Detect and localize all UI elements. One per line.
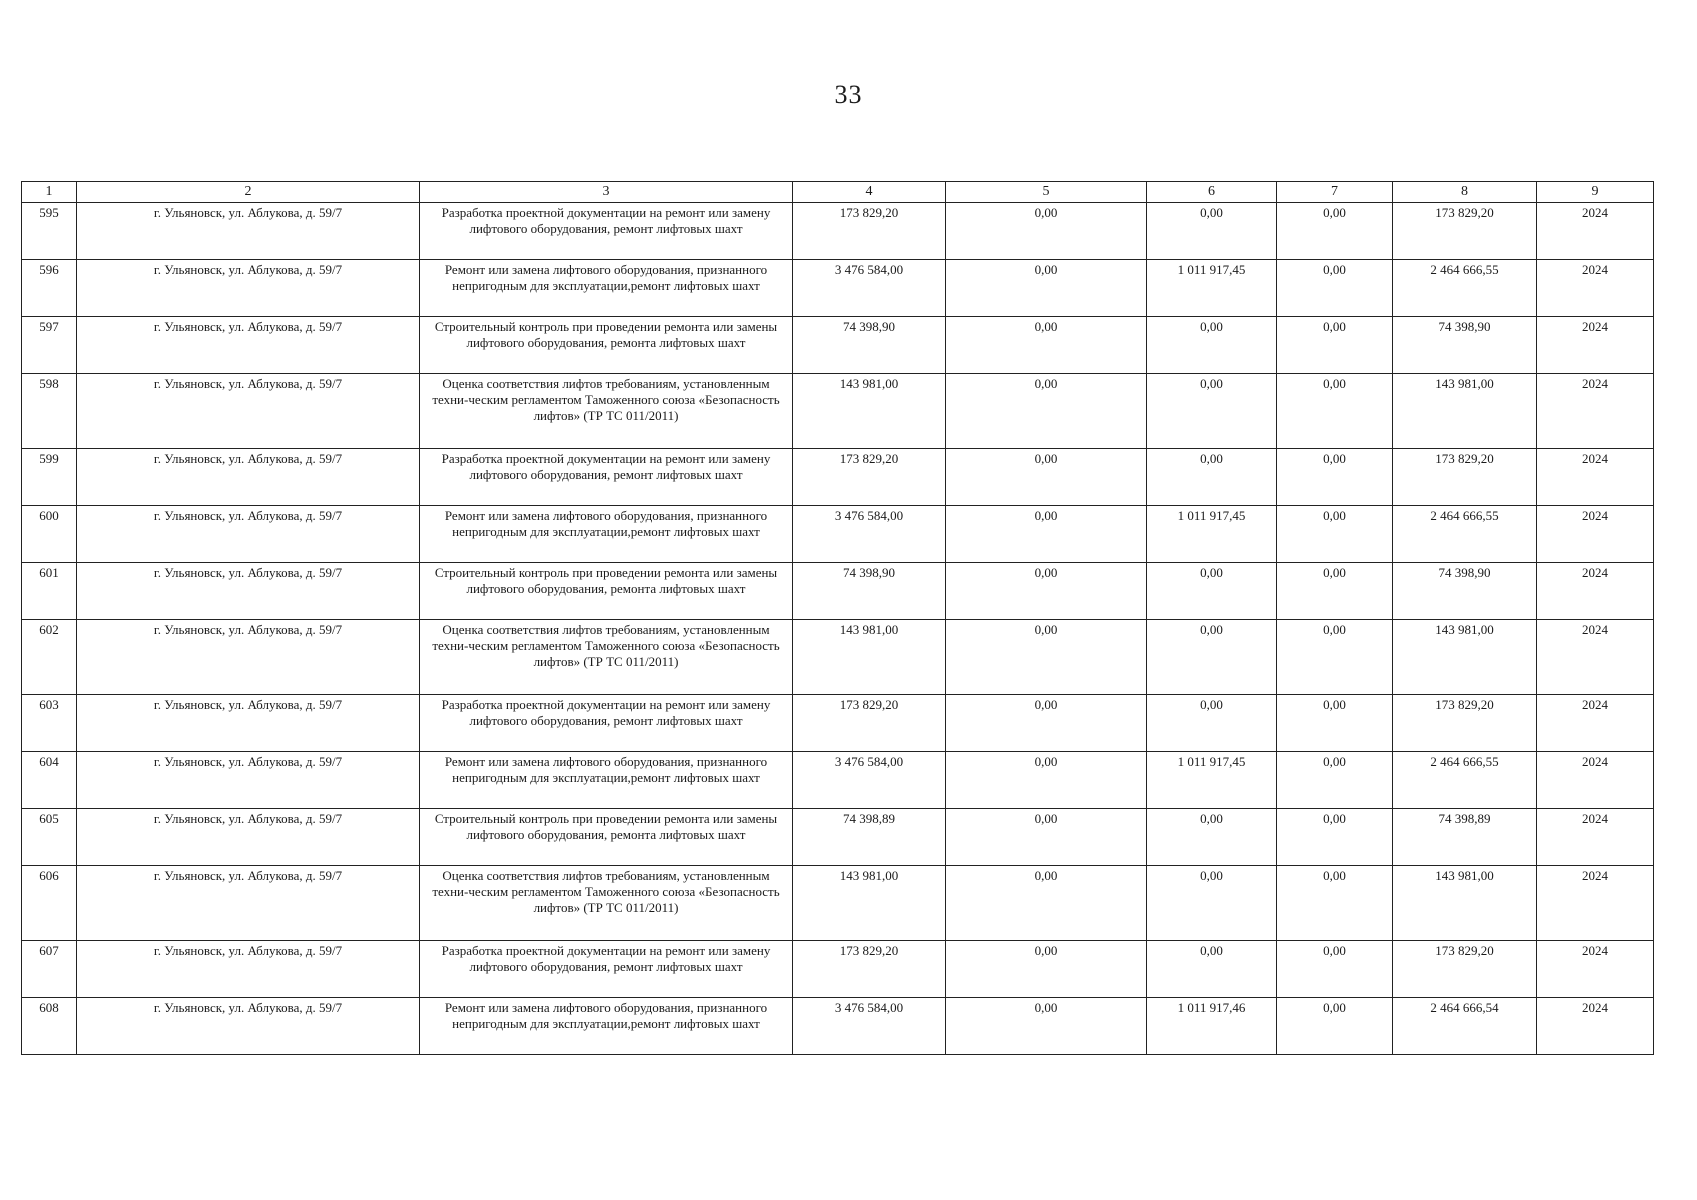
cell-work-type: Ремонт или замена лифтового оборудования, признанного непригодным для эксплуатации,ремонт лифтовых шахт xyxy=(420,998,793,1055)
cell-year: 2024 xyxy=(1537,374,1654,449)
cell-address: г. Ульяновск, ул. Аблукова, д. 59/7 xyxy=(77,260,420,317)
cell-address: г. Ульяновск, ул. Аблукова, д. 59/7 xyxy=(77,866,420,941)
cell-funds-col-5: 0,00 xyxy=(946,506,1147,563)
cell-address: г. Ульяновск, ул. Аблукова, д. 59/7 xyxy=(77,317,420,374)
cell-work-type: Ремонт или замена лифтового оборудования, признанного непригодным для эксплуатации,ремонт лифтовых шахт xyxy=(420,752,793,809)
cell-address: г. Ульяновск, ул. Аблукова, д. 59/7 xyxy=(77,374,420,449)
table-row xyxy=(22,317,1654,374)
cell-year: 2024 xyxy=(1537,506,1654,563)
cell-row-number: 603 xyxy=(22,695,77,752)
cell-work-type: Разработка проектной документации на ремонт или замену лифтового оборудования, ремонт лифтовых шахт xyxy=(420,203,793,260)
cell-funds-col-5: 0,00 xyxy=(946,941,1147,998)
works-registry-table xyxy=(21,181,1654,1055)
cell-funds-col-5: 0,00 xyxy=(946,203,1147,260)
cell-total-cost: 173 829,20 xyxy=(793,695,946,752)
cell-year: 2024 xyxy=(1537,695,1654,752)
table-row xyxy=(22,809,1654,866)
cell-work-type: Оценка соответствия лифтов требованиям, установленным техни-ческим регламентом Таможенного союза «Безопасность лифтов» (ТР ТС 011/2011) xyxy=(420,866,793,941)
cell-funds-col-5: 0,00 xyxy=(946,374,1147,449)
table-row xyxy=(22,260,1654,317)
table-row xyxy=(22,620,1654,695)
table-row xyxy=(22,374,1654,449)
cell-funds-col-8: 2 464 666,55 xyxy=(1393,260,1537,317)
cell-funds-col-8: 74 398,90 xyxy=(1393,563,1537,620)
cell-funds-col-6: 0,00 xyxy=(1147,809,1277,866)
cell-row-number: 606 xyxy=(22,866,77,941)
cell-year: 2024 xyxy=(1537,998,1654,1055)
cell-funds-col-7: 0,00 xyxy=(1277,449,1393,506)
cell-funds-col-8: 2 464 666,54 xyxy=(1393,998,1537,1055)
header-row xyxy=(22,182,1654,203)
column-header-3: 3 xyxy=(420,182,793,203)
cell-funds-col-5: 0,00 xyxy=(946,695,1147,752)
cell-funds-col-6: 0,00 xyxy=(1147,374,1277,449)
cell-work-type: Строительный контроль при проведении ремонта или замены лифтового оборудования, ремонта лифтовых шахт xyxy=(420,563,793,620)
cell-funds-col-8: 173 829,20 xyxy=(1393,941,1537,998)
cell-total-cost: 173 829,20 xyxy=(793,449,946,506)
cell-row-number: 595 xyxy=(22,203,77,260)
cell-funds-col-6: 0,00 xyxy=(1147,203,1277,260)
table-row xyxy=(22,506,1654,563)
cell-row-number: 602 xyxy=(22,620,77,695)
cell-work-type: Ремонт или замена лифтового оборудования, признанного непригодным для эксплуатации,ремонт лифтовых шахт xyxy=(420,506,793,563)
cell-funds-col-7: 0,00 xyxy=(1277,260,1393,317)
cell-funds-col-8: 173 829,20 xyxy=(1393,695,1537,752)
cell-funds-col-5: 0,00 xyxy=(946,866,1147,941)
cell-address: г. Ульяновск, ул. Аблукова, д. 59/7 xyxy=(77,203,420,260)
table-row xyxy=(22,695,1654,752)
cell-funds-col-8: 2 464 666,55 xyxy=(1393,506,1537,563)
cell-work-type: Строительный контроль при проведении ремонта или замены лифтового оборудования, ремонта лифтовых шахт xyxy=(420,317,793,374)
cell-funds-col-6: 1 011 917,45 xyxy=(1147,752,1277,809)
cell-funds-col-7: 0,00 xyxy=(1277,563,1393,620)
cell-work-type: Строительный контроль при проведении ремонта или замены лифтового оборудования, ремонта лифтовых шахт xyxy=(420,809,793,866)
cell-work-type: Разработка проектной документации на ремонт или замену лифтового оборудования, ремонт лифтовых шахт xyxy=(420,941,793,998)
cell-total-cost: 3 476 584,00 xyxy=(793,752,946,809)
cell-year: 2024 xyxy=(1537,449,1654,506)
cell-work-type: Ремонт или замена лифтового оборудования, признанного непригодным для эксплуатации,ремонт лифтовых шахт xyxy=(420,260,793,317)
cell-funds-col-6: 0,00 xyxy=(1147,695,1277,752)
cell-funds-col-8: 173 829,20 xyxy=(1393,203,1537,260)
table-row xyxy=(22,941,1654,998)
table-row xyxy=(22,998,1654,1055)
column-header-2: 2 xyxy=(77,182,420,203)
cell-row-number: 607 xyxy=(22,941,77,998)
cell-row-number: 597 xyxy=(22,317,77,374)
cell-funds-col-8: 74 398,89 xyxy=(1393,809,1537,866)
cell-work-type: Разработка проектной документации на ремонт или замену лифтового оборудования, ремонт лифтовых шахт xyxy=(420,449,793,506)
cell-funds-col-7: 0,00 xyxy=(1277,941,1393,998)
cell-funds-col-6: 0,00 xyxy=(1147,941,1277,998)
cell-funds-col-7: 0,00 xyxy=(1277,620,1393,695)
cell-row-number: 605 xyxy=(22,809,77,866)
cell-funds-col-5: 0,00 xyxy=(946,563,1147,620)
cell-funds-col-6: 1 011 917,45 xyxy=(1147,506,1277,563)
cell-funds-col-7: 0,00 xyxy=(1277,374,1393,449)
cell-row-number: 604 xyxy=(22,752,77,809)
cell-address: г. Ульяновск, ул. Аблукова, д. 59/7 xyxy=(77,752,420,809)
table-row xyxy=(22,563,1654,620)
cell-funds-col-8: 2 464 666,55 xyxy=(1393,752,1537,809)
cell-funds-col-5: 0,00 xyxy=(946,752,1147,809)
column-header-6: 6 xyxy=(1147,182,1277,203)
cell-funds-col-7: 0,00 xyxy=(1277,317,1393,374)
cell-row-number: 599 xyxy=(22,449,77,506)
cell-year: 2024 xyxy=(1537,317,1654,374)
cell-row-number: 600 xyxy=(22,506,77,563)
column-header-1: 1 xyxy=(22,182,77,203)
cell-funds-col-5: 0,00 xyxy=(946,449,1147,506)
cell-funds-col-5: 0,00 xyxy=(946,620,1147,695)
cell-total-cost: 143 981,00 xyxy=(793,620,946,695)
cell-total-cost: 173 829,20 xyxy=(793,203,946,260)
cell-funds-col-7: 0,00 xyxy=(1277,506,1393,563)
cell-row-number: 608 xyxy=(22,998,77,1055)
table-row xyxy=(22,752,1654,809)
cell-funds-col-6: 0,00 xyxy=(1147,449,1277,506)
cell-year: 2024 xyxy=(1537,866,1654,941)
column-header-7: 7 xyxy=(1277,182,1393,203)
cell-year: 2024 xyxy=(1537,620,1654,695)
cell-year: 2024 xyxy=(1537,203,1654,260)
cell-funds-col-6: 0,00 xyxy=(1147,866,1277,941)
cell-total-cost: 3 476 584,00 xyxy=(793,998,946,1055)
cell-year: 2024 xyxy=(1537,941,1654,998)
cell-work-type: Оценка соответствия лифтов требованиям, установленным техни-ческим регламентом Таможенного союза «Безопасность лифтов» (ТР ТС 011/2011) xyxy=(420,374,793,449)
column-header-5: 5 xyxy=(946,182,1147,203)
table-row xyxy=(22,449,1654,506)
cell-funds-col-6: 0,00 xyxy=(1147,563,1277,620)
cell-year: 2024 xyxy=(1537,563,1654,620)
cell-total-cost: 143 981,00 xyxy=(793,374,946,449)
cell-funds-col-8: 74 398,90 xyxy=(1393,317,1537,374)
cell-funds-col-5: 0,00 xyxy=(946,809,1147,866)
cell-funds-col-5: 0,00 xyxy=(946,260,1147,317)
table-header xyxy=(22,182,1654,203)
cell-funds-col-7: 0,00 xyxy=(1277,866,1393,941)
cell-address: г. Ульяновск, ул. Аблукова, д. 59/7 xyxy=(77,449,420,506)
cell-address: г. Ульяновск, ул. Аблукова, д. 59/7 xyxy=(77,563,420,620)
cell-funds-col-8: 143 981,00 xyxy=(1393,374,1537,449)
cell-work-type: Разработка проектной документации на ремонт или замену лифтового оборудования, ремонт лифтовых шахт xyxy=(420,695,793,752)
cell-total-cost: 74 398,90 xyxy=(793,317,946,374)
cell-funds-col-7: 0,00 xyxy=(1277,203,1393,260)
cell-row-number: 601 xyxy=(22,563,77,620)
cell-address: г. Ульяновск, ул. Аблукова, д. 59/7 xyxy=(77,998,420,1055)
cell-address: г. Ульяновск, ул. Аблукова, д. 59/7 xyxy=(77,695,420,752)
cell-funds-col-6: 1 011 917,46 xyxy=(1147,998,1277,1055)
cell-funds-col-5: 0,00 xyxy=(946,317,1147,374)
cell-row-number: 598 xyxy=(22,374,77,449)
cell-funds-col-6: 0,00 xyxy=(1147,620,1277,695)
cell-funds-col-7: 0,00 xyxy=(1277,752,1393,809)
cell-address: г. Ульяновск, ул. Аблукова, д. 59/7 xyxy=(77,506,420,563)
cell-funds-col-5: 0,00 xyxy=(946,998,1147,1055)
cell-row-number: 596 xyxy=(22,260,77,317)
cell-funds-col-7: 0,00 xyxy=(1277,998,1393,1055)
cell-funds-col-6: 1 011 917,45 xyxy=(1147,260,1277,317)
table-row xyxy=(22,203,1654,260)
cell-total-cost: 143 981,00 xyxy=(793,866,946,941)
column-header-9: 9 xyxy=(1537,182,1654,203)
table-body xyxy=(22,203,1654,1055)
cell-funds-col-8: 173 829,20 xyxy=(1393,449,1537,506)
cell-funds-col-7: 0,00 xyxy=(1277,809,1393,866)
cell-total-cost: 3 476 584,00 xyxy=(793,260,946,317)
cell-funds-col-6: 0,00 xyxy=(1147,317,1277,374)
cell-year: 2024 xyxy=(1537,752,1654,809)
cell-total-cost: 173 829,20 xyxy=(793,941,946,998)
cell-address: г. Ульяновск, ул. Аблукова, д. 59/7 xyxy=(77,941,420,998)
cell-total-cost: 74 398,90 xyxy=(793,563,946,620)
cell-funds-col-8: 143 981,00 xyxy=(1393,866,1537,941)
cell-year: 2024 xyxy=(1537,260,1654,317)
cell-total-cost: 3 476 584,00 xyxy=(793,506,946,563)
cell-total-cost: 74 398,89 xyxy=(793,809,946,866)
table-row xyxy=(22,866,1654,941)
column-header-4: 4 xyxy=(793,182,946,203)
cell-address: г. Ульяновск, ул. Аблукова, д. 59/7 xyxy=(77,620,420,695)
cell-funds-col-7: 0,00 xyxy=(1277,695,1393,752)
page-number: 33 xyxy=(834,80,863,109)
cell-funds-col-8: 143 981,00 xyxy=(1393,620,1537,695)
column-header-8: 8 xyxy=(1393,182,1537,203)
cell-year: 2024 xyxy=(1537,809,1654,866)
cell-work-type: Оценка соответствия лифтов требованиям, установленным техни-ческим регламентом Таможенного союза «Безопасность лифтов» (ТР ТС 011/2011) xyxy=(420,620,793,695)
cell-address: г. Ульяновск, ул. Аблукова, д. 59/7 xyxy=(77,809,420,866)
